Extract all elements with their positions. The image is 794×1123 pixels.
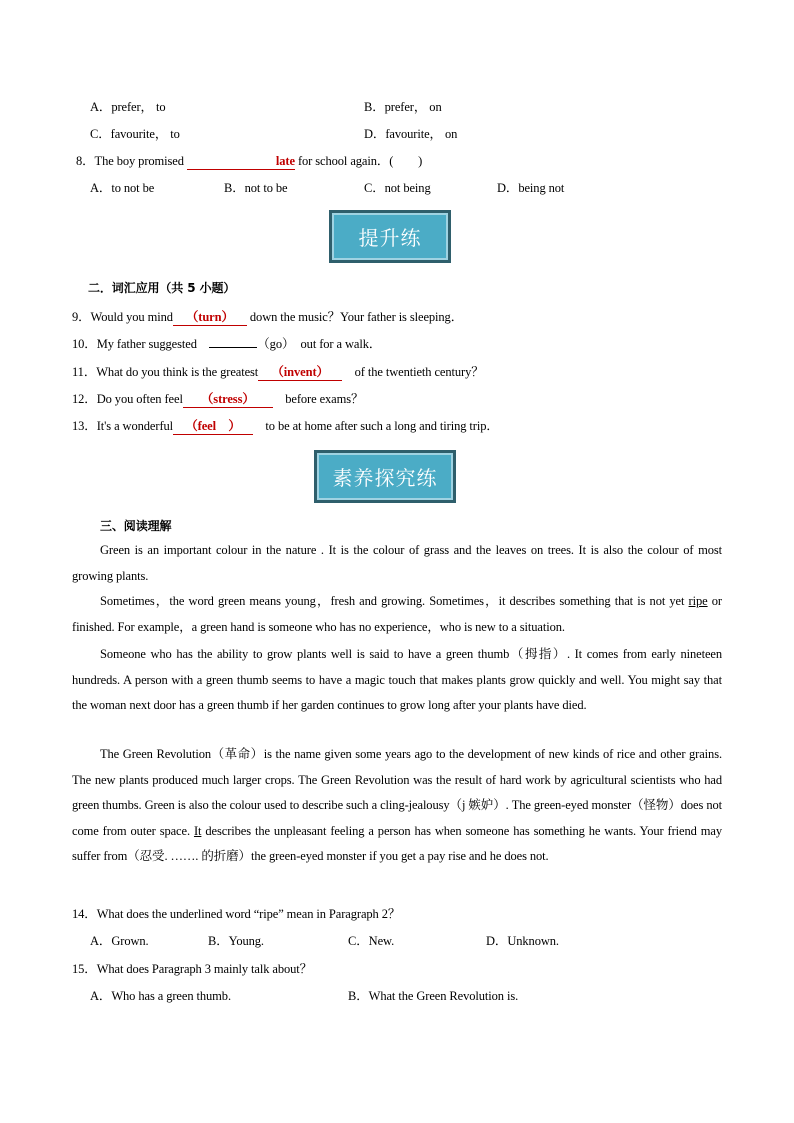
q9-text: 9．Would you mind <box>72 310 173 324</box>
p2-text-b: or finished. For example，a green hand is someone who has no experience，who is new to a situation. <box>72 594 722 634</box>
q14-option-d: D．Unknown. <box>486 934 559 948</box>
q15-option-a: A．Who has a green thumb. <box>90 989 231 1003</box>
q9 <box>72 307 463 326</box>
p2-underlined-word: ripe <box>688 594 708 608</box>
q11-text: 11．What do you think is the greatest <box>72 365 259 379</box>
p4-underlined-word: It <box>193 823 202 838</box>
q15-option-b: B．What the Green Revolution is. <box>348 989 519 1003</box>
q8-option-b: B．not to be <box>224 181 288 195</box>
section3-heading: 三、阅读理解 <box>100 519 172 533</box>
p1-text: Green is an important colour in the nature . It is the colour of grass and the leaves on trees. It is also the colour of most growing plants. <box>72 543 722 583</box>
q8-option-c: C．not being <box>364 181 431 195</box>
q11-blank <box>258 362 342 381</box>
q13 <box>72 416 499 435</box>
q11-post: of the twentieth century？ <box>342 365 484 379</box>
p2-text-a: Sometimes，the word green means young，fresh and growing. Sometimes，it describes something that is not yet <box>100 594 689 608</box>
q14-option-b: B．Young. <box>208 934 264 948</box>
p3-text: Someone who has the ability to grow plants well is said to have a green thumb（拇指）. It comes from early nineteen hundreds. A person with a green thumb seems to have a magic touch that makes plants grow quickly and well. You might say that the woman next door has a green thumb if her garden continues to grow long after your plants have died. <box>72 647 722 712</box>
section2-heading: 二．词汇应用（共 5 小题） <box>88 281 236 295</box>
p4-text-a: The Green Revolution（革命）is the name given some years ago to the development of new kinds of rice and other grains. The new plants produced much larger crops. The Green Revolution was the result of hard work by agricultural scientists who had green thumbs. Green is also the colour used to describe such a cling-jealousy（j 嫉妒）. The green-eyed monster（怪物）does not come from outer space. <box>72 747 722 838</box>
q12-blank <box>183 389 273 408</box>
reading-paragraph-3 <box>72 642 722 719</box>
q13-answer: （feel ） <box>185 419 241 433</box>
q8-answer-blank <box>187 154 295 170</box>
q10-blank <box>209 347 257 348</box>
q10-text: 10．My father suggested <box>72 337 210 351</box>
q13-text: 13．It's a wonderful <box>72 419 174 433</box>
q14-option-c: C．New. <box>348 934 395 948</box>
q12-post: before exams？ <box>272 392 364 406</box>
reading-paragraph-4 <box>72 742 722 870</box>
q7-option-a: A．prefer， to <box>90 100 166 114</box>
q14-option-a: A．Grown. <box>90 934 149 948</box>
q8-suffix: for school again．( ) <box>294 154 423 168</box>
q13-blank <box>173 416 253 435</box>
q8-question <box>76 151 422 170</box>
q9-blank <box>173 307 247 326</box>
q14-question: 14．What does the underlined word “ripe” mean in Paragraph 2？ <box>72 907 401 921</box>
q15-question: 15．What does Paragraph 3 mainly talk about？ <box>72 962 313 976</box>
p4-text-b: describes the unpleasant feeling a person has when someone has something he wants. Your friend may suffer from（忍受. ……. 的折磨）the green-eyed monster if you get a pay rise and he does not. <box>72 823 722 863</box>
q10 <box>72 334 381 352</box>
q13-post: to be at home after such a long and tiring trip． <box>253 419 499 433</box>
q7-option-c: C．favourite， to <box>90 127 180 141</box>
q8-answer: late <box>275 154 295 168</box>
q11-answer: （invent） <box>271 365 329 379</box>
q9-post: down the music？Your father is sleeping． <box>246 310 464 324</box>
reading-paragraph-2 <box>72 589 722 640</box>
q11 <box>72 362 484 381</box>
reading-paragraph-1 <box>72 538 722 589</box>
banner-suyang: 素养探究练 <box>314 450 456 503</box>
q7-option-b: B．prefer， on <box>364 100 442 114</box>
q12-answer: （stress） <box>200 392 255 406</box>
q8-prefix: 8．The boy promised <box>76 154 187 168</box>
banner-tisheng: 提升练 <box>329 210 451 263</box>
q8-option-d: D．being not <box>497 181 565 195</box>
q7-option-d: D．favourite， on <box>364 127 458 141</box>
q8-option-a: A．to not be <box>90 181 155 195</box>
q9-answer: （turn） <box>185 310 234 324</box>
q10-post: （go） out for a walk． <box>257 337 382 351</box>
q12 <box>72 389 363 408</box>
q12-text: 12．Do you often feel <box>72 392 183 406</box>
